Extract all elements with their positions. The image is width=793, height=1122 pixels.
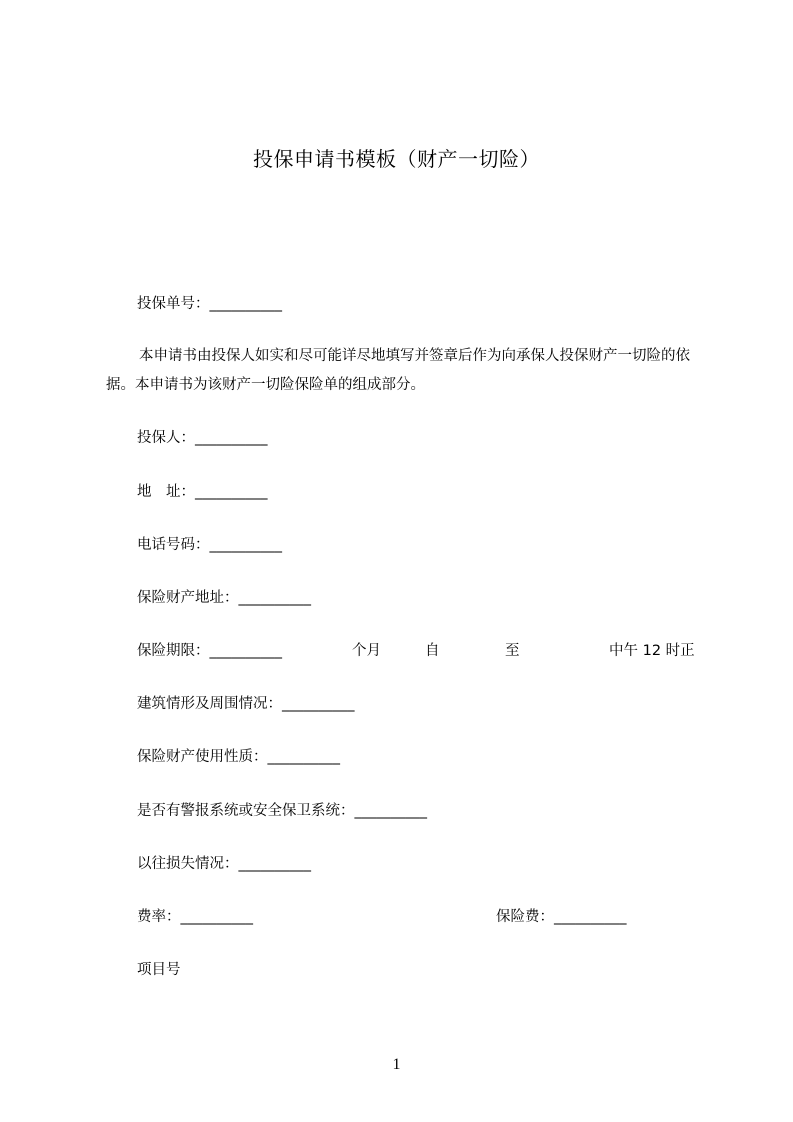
phone-field: 电话号码：__________ (137, 537, 282, 553)
period-from-label: 自 (425, 643, 440, 659)
insurance-period-field: 保险期限：__________ (137, 643, 282, 659)
property-usage-field: 保险财产使用性质：__________ (137, 749, 340, 765)
page-number: 1 (392, 1056, 401, 1073)
past-loss-field: 以往损失情况：__________ (137, 856, 311, 872)
period-to-label: 至 (505, 643, 520, 659)
item-number-label: 项目号 (137, 962, 181, 978)
address-field: 地 址：__________ (137, 484, 268, 500)
property-address-field: 保险财产地址：__________ (137, 590, 311, 606)
intro-paragraph: 本申请书由投保人如实和尽可能详尽地填写并签章后作为向承保人投保财产一切险的依据。本申请书为该财产一切险保险单的组成部分。 (106, 348, 690, 393)
rate-field: 费率：__________ (137, 909, 253, 925)
applicant-field: 投保人：__________ (137, 430, 268, 446)
premium-field: 保险费：__________ (496, 909, 627, 925)
period-noon-label: 中午 12 时正 (609, 643, 695, 659)
period-months-label: 个月 (352, 643, 381, 659)
policy-number-field: 投保单号：__________ (137, 296, 282, 312)
document-title: 投保申请书模板（财产一切险） (253, 147, 540, 171)
building-condition-field: 建筑情形及周围情况：__________ (137, 696, 355, 712)
alarm-system-field: 是否有警报系统或安全保卫系统：__________ (137, 803, 427, 819)
